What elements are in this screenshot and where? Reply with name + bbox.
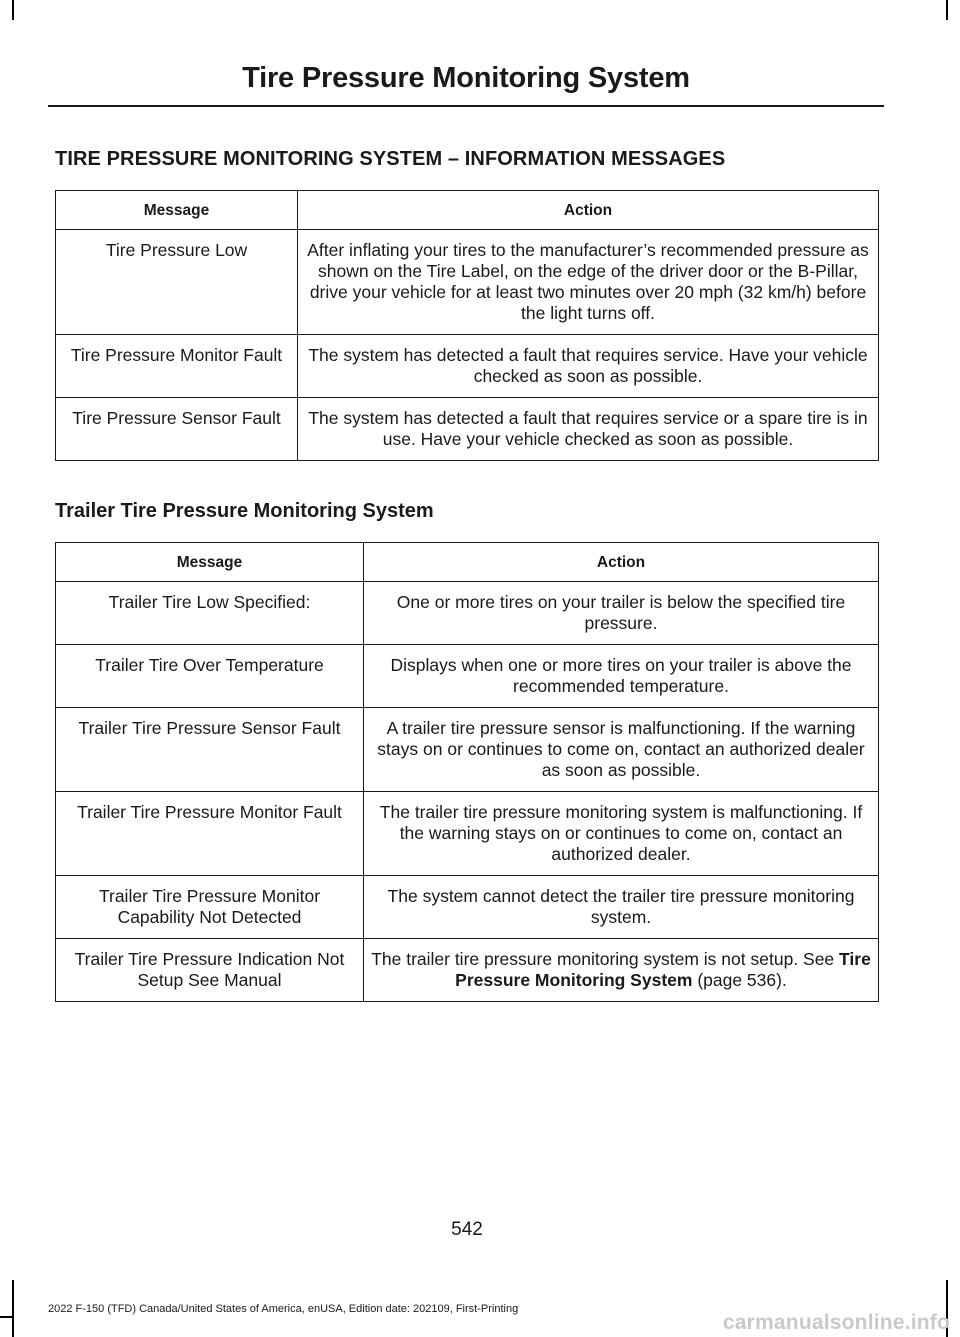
action-cell: The system has detected a fault that requires service or a spare tire is in use. Have your vehicle checked as soon as possible. [298, 398, 879, 461]
action-cell: The system cannot detect the trailer tire pressure monitoring system. [364, 876, 879, 939]
table-header-row [56, 543, 879, 582]
action-text: The trailer tire pressure monitoring system is not setup. See [371, 949, 840, 969]
watermark: carmanualsonline.info [722, 1311, 950, 1334]
page-header-title: Tire Pressure Monitoring System [242, 62, 690, 94]
information-messages-table [55, 190, 879, 461]
table-header-row [56, 191, 879, 230]
action-cell: The trailer tire pressure monitoring system is malfunctioning. If the warning stays on or continues to come on, contact an authorized dealer. [364, 792, 879, 876]
action-cell [364, 939, 879, 1002]
column-header-action: Action [298, 191, 879, 230]
table-row [56, 398, 879, 461]
footer-edition-info: 2022 F-150 (TFD) Canada/United States of America, enUSA, Edition date: 202109, First-Printing [48, 1303, 519, 1315]
table-row [56, 939, 879, 1002]
message-cell: Tire Pressure Monitor Fault [56, 335, 298, 398]
crop-mark-top-right [946, 0, 948, 20]
crop-mark-bottom-left [12, 1280, 14, 1337]
column-header-message: Message [56, 543, 364, 582]
message-cell: Trailer Tire Pressure Monitor Capability Not Detected [56, 876, 364, 939]
trailer-messages-table [55, 542, 879, 1002]
header-rule [48, 105, 884, 107]
message-cell: Trailer Tire Pressure Indication Not Setup See Manual [56, 939, 364, 1002]
subsection-title: Trailer Tire Pressure Monitoring System [55, 500, 434, 522]
table-row [56, 582, 879, 645]
table-row [56, 876, 879, 939]
action-cell: The system has detected a fault that requires service. Have your vehicle checked as soon as possible. [298, 335, 879, 398]
message-cell: Trailer Tire Low Specified: [56, 582, 364, 645]
cross-reference-link[interactable]: Tire Pressure Monitoring System [455, 949, 871, 990]
column-header-message: Message [56, 191, 298, 230]
table-row [56, 335, 879, 398]
table-row [56, 792, 879, 876]
crop-mark-bottom-left-h [0, 1316, 14, 1318]
table-row [56, 645, 879, 708]
page-reference: (page 536). [692, 970, 787, 990]
table-row [56, 708, 879, 792]
action-cell: After inflating your tires to the manufacturer’s recommended pressure as shown on the Tire Label, on the edge of the driver door or the B-Pillar, drive your vehicle for at least two minutes over 20 mph (32 km/h) before the light turns off. [298, 230, 879, 335]
action-cell: Displays when one or more tires on your trailer is above the recommended temperature. [364, 645, 879, 708]
message-cell: Trailer Tire Over Temperature [56, 645, 364, 708]
column-header-action: Action [364, 543, 879, 582]
crop-mark-top-left [12, 0, 14, 20]
message-cell: Trailer Tire Pressure Sensor Fault [56, 708, 364, 792]
page-number: 542 [451, 1219, 483, 1240]
table-row [56, 230, 879, 335]
message-cell: Trailer Tire Pressure Monitor Fault [56, 792, 364, 876]
section-title: TIRE PRESSURE MONITORING SYSTEM – INFORMATION MESSAGES [55, 148, 726, 170]
message-cell: Tire Pressure Sensor Fault [56, 398, 298, 461]
action-cell: One or more tires on your trailer is below the specified tire pressure. [364, 582, 879, 645]
message-cell: Tire Pressure Low [56, 230, 298, 335]
action-cell: A trailer tire pressure sensor is malfunctioning. If the warning stays on or continues to come on, contact an authorized dealer as soon as possible. [364, 708, 879, 792]
